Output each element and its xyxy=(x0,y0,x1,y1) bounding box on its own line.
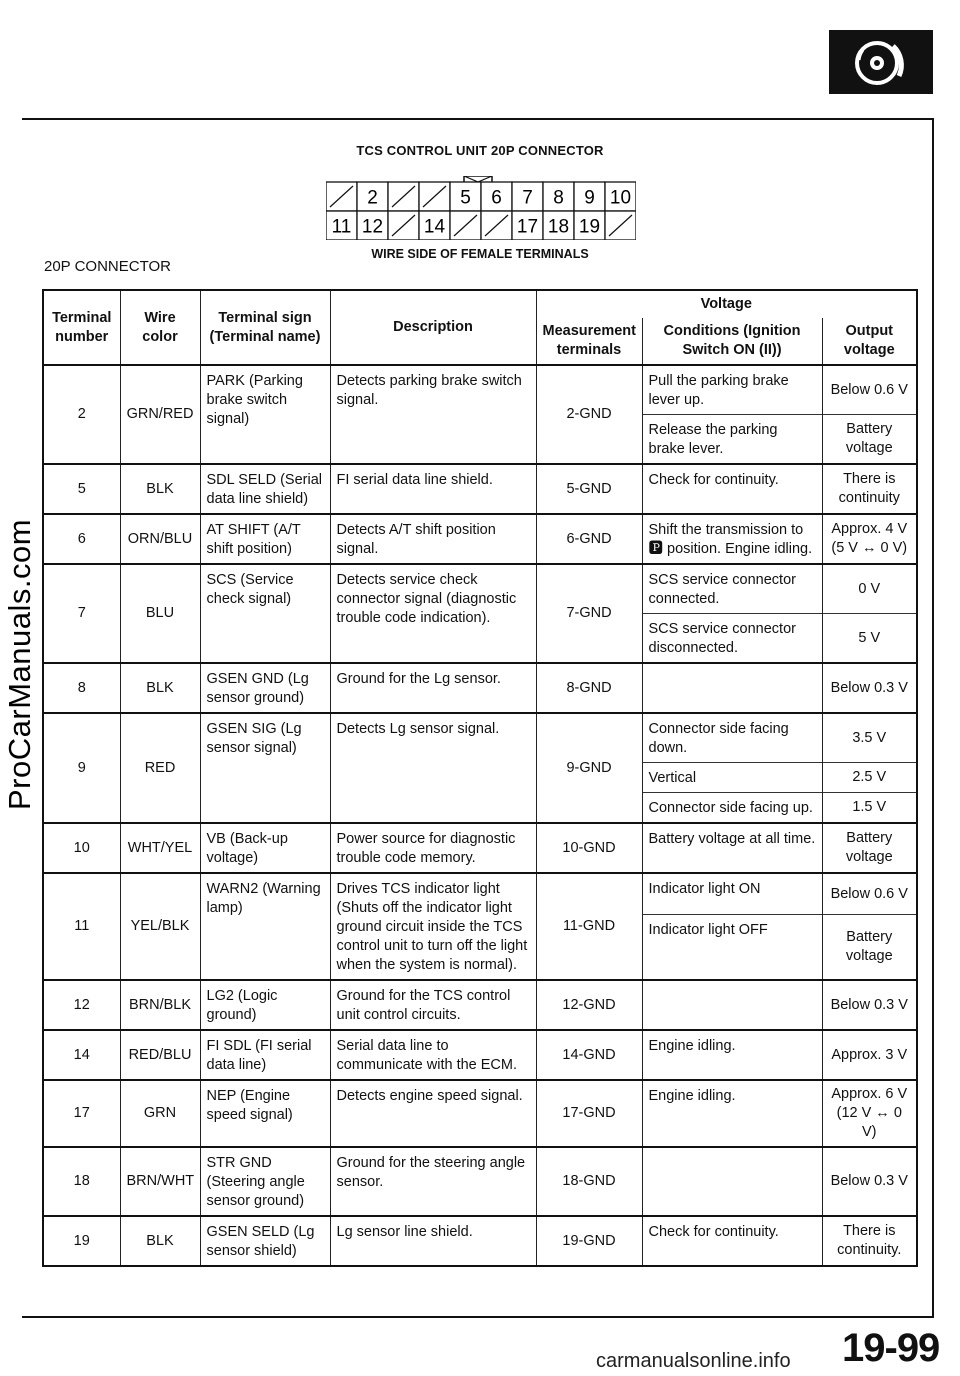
pin-number: 12 xyxy=(361,216,384,238)
brake-disc-icon xyxy=(829,30,933,94)
pin-number: 8 xyxy=(553,187,564,209)
terminal-sign-cell: GSEN GND (Lg sensor ground) xyxy=(200,663,330,713)
measurement-cell: 6-GND xyxy=(536,514,642,564)
terminal-cell: 5 xyxy=(43,464,120,514)
description-cell: Power source for diagnostic trouble code memory. xyxy=(330,823,536,873)
output-voltage-cell: 3.5 V xyxy=(822,713,917,763)
terminal-sign-cell: WARN2 (Warning lamp) xyxy=(200,873,330,980)
pin-number: 9 xyxy=(584,187,595,209)
terminal-sign-cell: FI SDL (FI serial data line) xyxy=(200,1030,330,1080)
pin-number: 6 xyxy=(491,187,502,209)
frame-right-rule xyxy=(932,118,934,1318)
pin-number: 19 xyxy=(578,216,601,238)
measurement-cell: 8-GND xyxy=(536,663,642,713)
wire-color-cell: BLU xyxy=(120,564,200,663)
description-cell: FI serial data line shield. xyxy=(330,464,536,514)
frame-top-rule xyxy=(22,118,934,120)
connector-diagram xyxy=(326,176,636,240)
header-voltage: Voltage xyxy=(536,290,917,318)
condition-cell: Engine idling. xyxy=(642,1030,822,1080)
condition-cell: Check for continuity. xyxy=(642,464,822,514)
condition-cell: Shift the transmission to 🅿 position. Engine idling. xyxy=(642,514,822,564)
terminal-cell: 6 xyxy=(43,514,120,564)
condition-cell: SCS service connector connected. xyxy=(642,564,822,614)
output-voltage-cell: 1.5 V xyxy=(822,793,917,824)
condition-cell: Engine idling. xyxy=(642,1080,822,1147)
table-row xyxy=(43,663,917,713)
wire-side-caption: WIRE SIDE OF FEMALE TERMINALS xyxy=(371,247,589,261)
output-voltage-cell: There is continuity xyxy=(822,464,917,514)
description-cell: Detects Lg sensor signal. xyxy=(330,713,536,823)
condition-cell: SCS service connector disconnected. xyxy=(642,614,822,664)
terminal-sign-cell: GSEN SELD (Lg sensor shield) xyxy=(200,1216,330,1266)
condition-cell xyxy=(642,1147,822,1216)
measurement-cell: 5-GND xyxy=(536,464,642,514)
terminal-sign-cell: NEP (Engine speed signal) xyxy=(200,1080,330,1147)
terminal-sign-cell: VB (Back-up voltage) xyxy=(200,823,330,873)
frame-bottom-rule xyxy=(22,1316,934,1318)
output-voltage-cell: 5 V xyxy=(822,614,917,664)
measurement-cell: 12-GND xyxy=(536,980,642,1030)
terminal-cell: 7 xyxy=(43,564,120,663)
condition-cell: Vertical xyxy=(642,763,822,793)
measurement-cell: 10-GND xyxy=(536,823,642,873)
output-voltage-cell: Approx. 6 V (12 V ↔ 0 V) xyxy=(822,1080,917,1147)
table-row xyxy=(43,1080,917,1147)
output-voltage-cell: Below 0.6 V xyxy=(822,365,917,415)
output-voltage-cell: Approx. 4 V (5 V ↔ 0 V) xyxy=(822,514,917,564)
measurement-cell: 14-GND xyxy=(536,1030,642,1080)
connector-pin-grid xyxy=(326,176,636,240)
terminal-sign-cell: LG2 (Logic ground) xyxy=(200,980,330,1030)
measurement-cell: 9-GND xyxy=(536,713,642,823)
output-voltage-cell: Below 0.6 V xyxy=(822,873,917,915)
wire-color-cell: RED/BLU xyxy=(120,1030,200,1080)
wire-color-cell: YEL/BLK xyxy=(120,873,200,980)
description-cell: Ground for the Lg sensor. xyxy=(330,663,536,713)
table-row xyxy=(43,514,917,564)
description-cell: Ground for the TCS control unit control circuits. xyxy=(330,980,536,1030)
output-voltage-cell: 0 V xyxy=(822,564,917,614)
table-row xyxy=(43,464,917,514)
terminal-sign-cell: PARK (Parking brake switch signal) xyxy=(200,365,330,464)
wire-color-cell: BLK xyxy=(120,464,200,514)
terminal-sign-cell: AT SHIFT (A/T shift position) xyxy=(200,514,330,564)
pin-number: 18 xyxy=(547,216,570,238)
header-measurement: Measurement terminals xyxy=(536,318,642,365)
wire-color-cell: BRN/BLK xyxy=(120,980,200,1030)
header-description: Description xyxy=(330,290,536,365)
connector-title: TCS CONTROL UNIT 20P CONNECTOR xyxy=(356,143,604,158)
terminal-cell: 12 xyxy=(43,980,120,1030)
wire-color-cell: BLK xyxy=(120,663,200,713)
condition-cell: Check for continuity. xyxy=(642,1216,822,1266)
condition-cell xyxy=(642,663,822,713)
terminal-sign-cell: SDL SELD (Serial data line shield) xyxy=(200,464,330,514)
description-cell: Ground for the steering angle sensor. xyxy=(330,1147,536,1216)
table-row xyxy=(43,713,917,763)
description-cell: Detects A/T shift position signal. xyxy=(330,514,536,564)
measurement-cell: 11-GND xyxy=(536,873,642,980)
bottom-watermark: carmanualsonline.info xyxy=(596,1350,791,1372)
output-voltage-cell: Below 0.3 V xyxy=(822,1147,917,1216)
terminal-cell: 8 xyxy=(43,663,120,713)
header-wire: Wire color xyxy=(120,290,200,365)
pin-number: 10 xyxy=(609,187,632,209)
wire-color-cell: GRN xyxy=(120,1080,200,1147)
pin-number: 11 xyxy=(331,216,352,238)
terminal-cell: 18 xyxy=(43,1147,120,1216)
terminal-table xyxy=(42,289,918,1267)
condition-cell: Connector side facing up. xyxy=(642,793,822,824)
table-row xyxy=(43,564,917,614)
output-voltage-cell: Below 0.3 V xyxy=(822,663,917,713)
table-row xyxy=(43,365,917,415)
terminal-sign-cell: GSEN SIG (Lg sensor signal) xyxy=(200,713,330,823)
pin-number: 2 xyxy=(367,187,378,209)
table-row xyxy=(43,873,917,915)
side-watermark: ProCarManuals.com xyxy=(2,518,37,810)
condition-cell: Battery voltage at all time. xyxy=(642,823,822,873)
wire-color-cell: GRN/RED xyxy=(120,365,200,464)
terminal-sign-cell: SCS (Service check signal) xyxy=(200,564,330,663)
table-row xyxy=(43,823,917,873)
measurement-cell: 17-GND xyxy=(536,1080,642,1147)
pin-number: 7 xyxy=(522,187,533,209)
output-voltage-cell: There is continuity. xyxy=(822,1216,917,1266)
description-cell: Serial data line to communicate with the ECM. xyxy=(330,1030,536,1080)
output-voltage-cell: Approx. 3 V xyxy=(822,1030,917,1080)
table-row xyxy=(43,1030,917,1080)
header-sign: Terminal sign (Terminal name) xyxy=(200,290,330,365)
condition-cell: Connector side facing down. xyxy=(642,713,822,763)
terminal-sign-cell: STR GND (Steering angle sensor ground) xyxy=(200,1147,330,1216)
description-cell: Lg sensor line shield. xyxy=(330,1216,536,1266)
measurement-cell: 18-GND xyxy=(536,1147,642,1216)
page-number: 19-99 xyxy=(842,1326,940,1370)
table-row xyxy=(43,980,917,1030)
terminal-cell: 14 xyxy=(43,1030,120,1080)
terminal-cell: 11 xyxy=(43,873,120,980)
header-conditions: Conditions (Ignition Switch ON (II)) xyxy=(642,318,822,365)
condition-cell: Release the parking brake lever. xyxy=(642,415,822,465)
condition-cell xyxy=(642,980,822,1030)
condition-cell: Indicator light ON xyxy=(642,873,822,915)
output-voltage-cell: Below 0.3 V xyxy=(822,980,917,1030)
table-row xyxy=(43,1147,917,1216)
output-voltage-cell: Battery voltage xyxy=(822,915,917,980)
output-voltage-cell: Battery voltage xyxy=(822,415,917,465)
description-cell: Detects parking brake switch signal. xyxy=(330,365,536,464)
measurement-cell: 19-GND xyxy=(536,1216,642,1266)
measurement-cell: 7-GND xyxy=(536,564,642,663)
pin-number: 5 xyxy=(460,187,471,209)
connector-label: 20P CONNECTOR xyxy=(44,258,171,275)
table-row xyxy=(43,1216,917,1266)
wire-color-cell: ORN/BLU xyxy=(120,514,200,564)
output-voltage-cell: Battery voltage xyxy=(822,823,917,873)
pin-number: 17 xyxy=(516,216,539,238)
wire-color-cell: BLK xyxy=(120,1216,200,1266)
terminal-cell: 17 xyxy=(43,1080,120,1147)
wire-color-cell: BRN/WHT xyxy=(120,1147,200,1216)
output-voltage-cell: 2.5 V xyxy=(822,763,917,793)
terminal-cell: 10 xyxy=(43,823,120,873)
condition-cell: Indicator light OFF xyxy=(642,915,822,980)
condition-cell: Pull the parking brake lever up. xyxy=(642,365,822,415)
pin-number: 14 xyxy=(423,216,446,238)
description-cell: Drives TCS indicator light (Shuts off the indicator light ground circuit inside the TCS control unit to turn off the light when the system is normal). xyxy=(330,873,536,980)
wire-color-cell: WHT/YEL xyxy=(120,823,200,873)
description-cell: Detects engine speed signal. xyxy=(330,1080,536,1147)
description-cell: Detects service check connector signal (diagnostic trouble code indication). xyxy=(330,564,536,663)
terminal-cell: 9 xyxy=(43,713,120,823)
terminal-cell: 19 xyxy=(43,1216,120,1266)
measurement-cell: 2-GND xyxy=(536,365,642,464)
header-output: Output voltage xyxy=(822,318,917,365)
wire-color-cell: RED xyxy=(120,713,200,823)
terminal-cell: 2 xyxy=(43,365,120,464)
header-terminal: Terminal number xyxy=(43,290,120,365)
